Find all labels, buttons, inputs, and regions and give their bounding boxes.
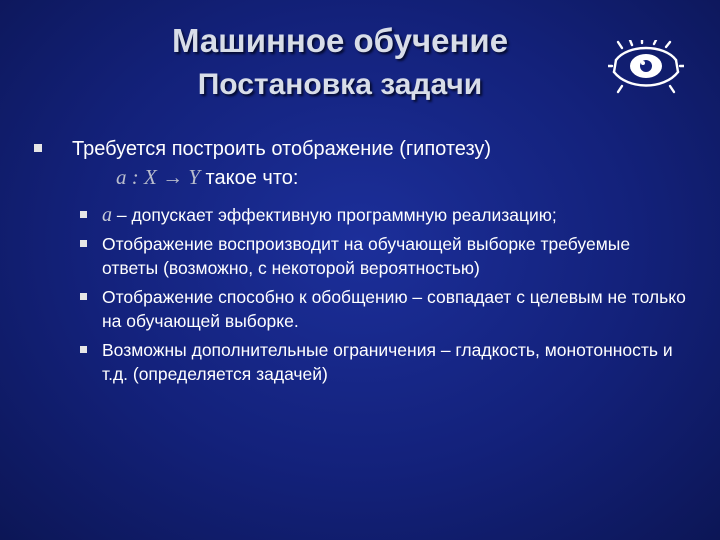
sub-bullet-text: Отображение воспроизводит на обучающей выборке требуемые ответы (возможно, с некоторой вероятностью) — [102, 234, 631, 278]
formula-line — [116, 163, 694, 192]
sub-bullet-list — [80, 203, 690, 391]
formula-suffix: такое что: — [200, 167, 299, 189]
bullet-square-icon — [80, 293, 87, 300]
sub-bullet-text: Возможны дополнительные ограничения – гладкость, монотонность и т.д. (определяется задачей) — [102, 340, 673, 384]
variable-a: a — [102, 204, 112, 226]
sub-bullet-item — [80, 285, 690, 333]
bullet-square-icon — [80, 211, 87, 218]
bullet-square-icon — [34, 144, 42, 152]
slide-title: Машинное обучение — [171, 22, 509, 59]
bullet-square-icon — [80, 346, 87, 353]
main-bullet-text: Требуется построить отображение (гипотезу) — [72, 138, 492, 160]
bullet-square-icon — [80, 240, 87, 247]
sub-bullet-text: Отображение способно к обобщению – совпадает с целевым не только на обучающей выборке. — [102, 287, 686, 331]
sub-bullet-text: – допускает эффективную программную реализацию; — [112, 205, 557, 225]
sub-bullet-item — [80, 203, 690, 227]
main-bullet-item — [34, 135, 694, 192]
hypothesis-formula: a : X → Y — [116, 165, 200, 189]
sub-bullet-item — [80, 232, 690, 280]
eye-logo-icon — [608, 40, 684, 96]
sub-bullet-item — [80, 338, 690, 386]
slide-subtitle: Постановка задачи — [197, 68, 483, 101]
